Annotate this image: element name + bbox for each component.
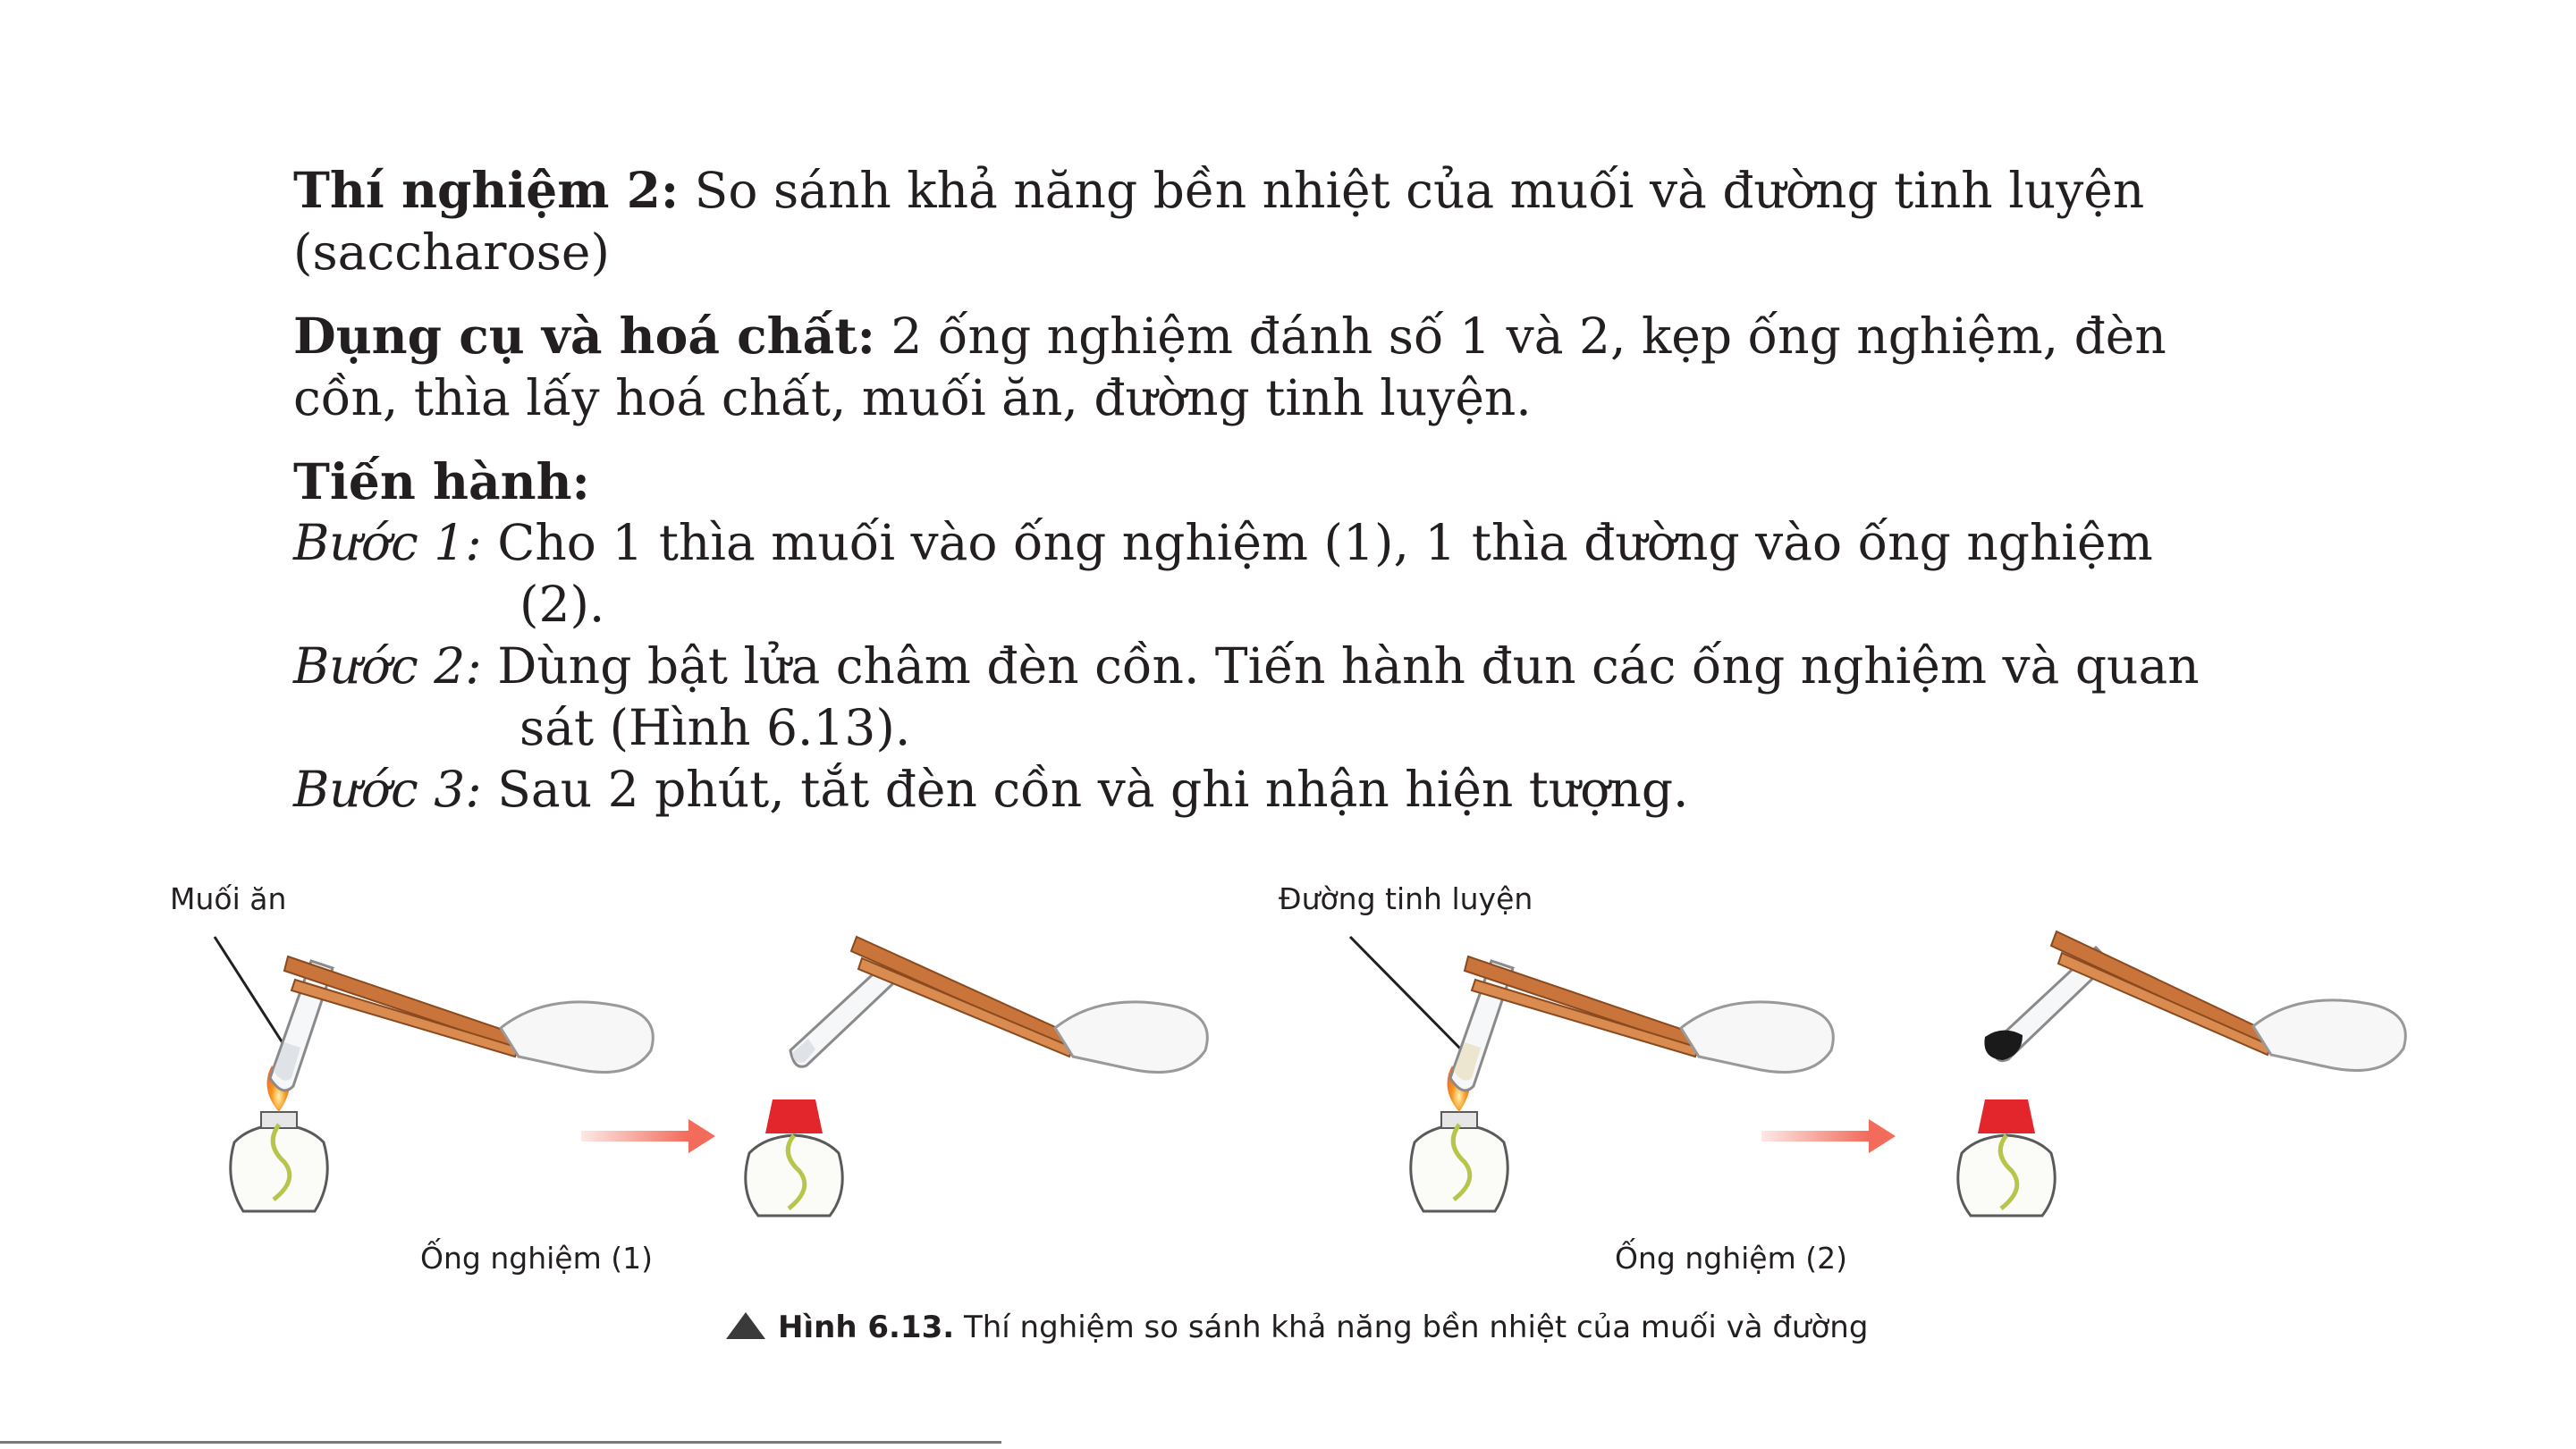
procedure-step-1 — [293, 512, 2225, 636]
label-tube-2: Ống nghiệm (2) — [1615, 1241, 1847, 1276]
text-content — [293, 159, 2225, 821]
hand-icon — [2253, 1000, 2405, 1071]
arrow-icon — [1761, 1119, 1896, 1153]
experiment-figure — [0, 858, 2576, 1359]
step-label: Bước 1: — [293, 514, 482, 571]
experiment-title-label: Thí nghiệm 2: — [293, 161, 680, 219]
hand-icon — [1055, 1002, 1207, 1073]
charred-sugar-icon — [1984, 1030, 2023, 1060]
materials-label: Dụng cụ và hoá chất: — [293, 307, 875, 365]
label-salt: Muối ăn — [170, 881, 287, 916]
figure-caption — [726, 1310, 1868, 1345]
alcohol-lamp-capped — [746, 1099, 842, 1216]
test-tube-with-clamp — [790, 937, 1207, 1073]
step-label: Bước 2: — [293, 637, 482, 695]
test-tube-with-clamp — [270, 956, 653, 1091]
sugar-pointer-line — [1350, 937, 1466, 1055]
alcohol-lamp-capped — [1958, 1099, 2055, 1216]
step-text: Dùng bật lửa châm đèn cồn. Tiến hành đun các ống nghiệm và quan sát (Hình 6.13). — [481, 637, 2200, 756]
figure-illustration — [0, 858, 2576, 1359]
lamp-cap-icon — [1978, 1099, 2035, 1133]
hand-icon — [1681, 1002, 1833, 1073]
lamp-cap-icon — [765, 1099, 823, 1133]
salt-heating-scene — [215, 937, 653, 1211]
materials-paragraph — [293, 305, 2225, 429]
label-tube-1: Ống nghiệm (1) — [420, 1241, 653, 1276]
procedure-step-2 — [293, 636, 2225, 759]
caption-text: Thí nghiệm so sánh khả năng bền nhiệt của muối và đường — [954, 1310, 1869, 1345]
experiment-title — [293, 159, 2225, 283]
procedure-step-3 — [293, 759, 2225, 821]
bottom-divider — [0, 1441, 1001, 1444]
test-tube-with-clamp — [1450, 956, 1833, 1091]
salt-pointer-line — [215, 937, 288, 1051]
hand-icon — [501, 1002, 653, 1073]
step-text: Cho 1 thìa muối vào ống nghiệm (1), 1 thìa đường vào ống nghiệm (2). — [481, 514, 2153, 633]
experiment-title-text: So sánh khả năng bền nhiệt của muối và đường tinh luyện (saccharose) — [293, 162, 2145, 281]
step-label: Bước 3: — [293, 761, 482, 818]
materials-text: 2 ống nghiệm đánh số 1 và 2, kẹp ống nghiệm, đèn cồn, thìa lấy hoá chất, muối ăn, đường tinh luyện. — [293, 307, 2166, 426]
salt-result-scene — [746, 937, 1208, 1216]
step-text: Sau 2 phút, tắt đèn cồn và ghi nhận hiện tượng. — [481, 761, 1689, 818]
label-sugar: Đường tinh luyện — [1279, 881, 1533, 916]
caption-number: Hình 6.13. — [778, 1310, 955, 1345]
arrow-icon — [581, 1119, 715, 1153]
procedure-heading: Tiến hành: — [293, 452, 590, 510]
test-tube-with-clamp — [1984, 931, 2405, 1071]
triangle-icon — [726, 1312, 765, 1339]
sugar-heating-scene — [1350, 937, 1833, 1211]
sugar-result-scene — [1958, 931, 2406, 1216]
